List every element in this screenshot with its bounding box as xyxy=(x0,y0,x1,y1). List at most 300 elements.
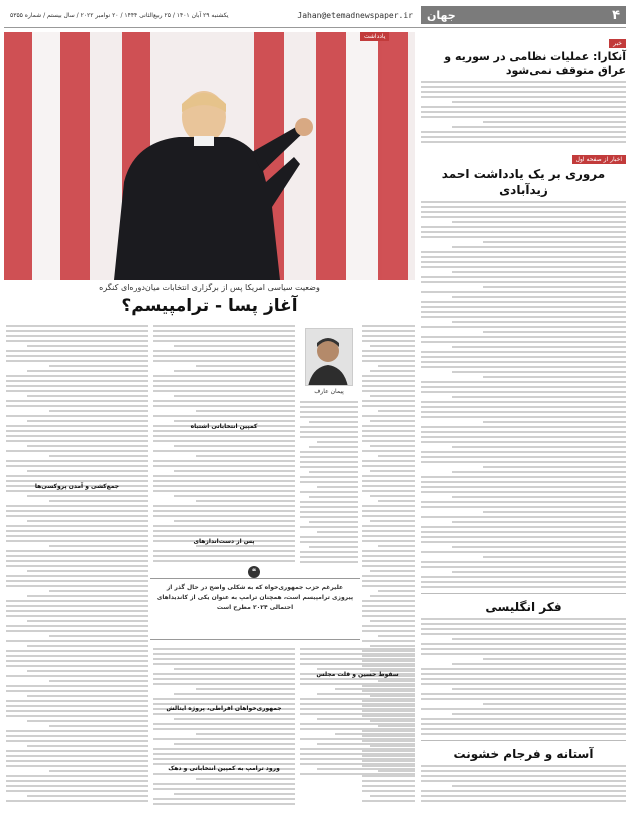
text-line xyxy=(6,640,148,642)
text-line xyxy=(196,410,295,412)
text-line xyxy=(317,531,358,533)
text-line xyxy=(6,605,148,607)
article3-body xyxy=(421,618,626,735)
text-line xyxy=(153,555,295,557)
text-line xyxy=(362,515,415,517)
text-line xyxy=(421,431,626,433)
text-line xyxy=(421,416,626,418)
section-email[interactable]: Jahan@etemadnewspaper.ir xyxy=(297,10,413,20)
text-line xyxy=(6,555,148,557)
text-line xyxy=(300,426,358,428)
text-line xyxy=(153,758,295,760)
text-line xyxy=(452,246,626,248)
text-line xyxy=(421,653,626,655)
text-line xyxy=(378,410,415,412)
text-line xyxy=(421,116,626,118)
text-line xyxy=(362,350,415,352)
text-line xyxy=(362,325,415,327)
text-line xyxy=(421,531,626,533)
text-line xyxy=(421,406,626,408)
text-line xyxy=(362,765,415,767)
text-line xyxy=(153,450,295,452)
text-line xyxy=(362,700,415,702)
text-line xyxy=(6,400,148,402)
text-line xyxy=(421,366,626,368)
text-line xyxy=(196,500,295,502)
text-line xyxy=(452,638,626,640)
text-line xyxy=(6,355,148,357)
text-line xyxy=(300,476,358,478)
text-line xyxy=(483,703,627,705)
text-line xyxy=(362,380,415,382)
text-line xyxy=(452,571,626,573)
text-line xyxy=(483,556,627,558)
text-line xyxy=(421,111,626,113)
text-line xyxy=(362,615,415,617)
text-line xyxy=(421,311,626,313)
author-portrait-icon xyxy=(305,329,352,386)
text-line xyxy=(6,775,148,777)
text-line xyxy=(309,546,358,548)
text-line xyxy=(370,595,415,597)
text-line xyxy=(421,576,626,578)
text-line xyxy=(153,530,295,532)
text-line xyxy=(483,241,627,243)
text-line xyxy=(483,421,627,423)
text-line xyxy=(300,401,358,403)
subhead-2: پس از دست‌اندازهای xyxy=(193,538,255,545)
text-line xyxy=(153,435,295,437)
text-line xyxy=(421,526,626,528)
text-line xyxy=(6,630,148,632)
article1-title: آنکارا: عملیات نظامی در سوریه و عراق متوقف نمی‌شود xyxy=(444,50,626,77)
text-line xyxy=(153,560,295,562)
text-line xyxy=(370,495,415,497)
text-line xyxy=(452,663,626,665)
text-line xyxy=(452,471,626,473)
text-line xyxy=(153,510,295,512)
text-line xyxy=(6,625,148,627)
text-line xyxy=(6,535,148,537)
text-line xyxy=(421,790,626,792)
text-line xyxy=(362,735,415,737)
text-line xyxy=(49,365,148,367)
text-line xyxy=(196,778,295,780)
text-line xyxy=(309,471,358,473)
subhead-4: ورود ترامپ به کمپین انتخاباتی و دهک xyxy=(168,765,280,772)
text-line xyxy=(421,536,626,538)
text-line xyxy=(421,566,626,568)
text-line xyxy=(362,435,415,437)
lead-body-col3 xyxy=(6,322,148,810)
text-line xyxy=(27,570,148,572)
text-line xyxy=(153,698,295,700)
text-line xyxy=(362,605,415,607)
text-line xyxy=(362,785,415,787)
text-line xyxy=(378,770,415,772)
text-line xyxy=(421,708,626,710)
text-line xyxy=(421,683,626,685)
text-line xyxy=(153,460,295,462)
text-line xyxy=(153,335,295,337)
text-line xyxy=(362,440,415,442)
text-line xyxy=(153,440,295,442)
text-line xyxy=(6,660,148,662)
text-line xyxy=(6,575,148,577)
text-line xyxy=(362,560,415,562)
text-line xyxy=(421,436,626,438)
text-line xyxy=(483,511,627,513)
text-line xyxy=(378,545,415,547)
text-line xyxy=(421,316,626,318)
text-line xyxy=(362,685,415,687)
text-line xyxy=(370,645,415,647)
text-line xyxy=(483,331,627,333)
text-line xyxy=(421,541,626,543)
text-line xyxy=(421,356,626,358)
text-line xyxy=(362,480,415,482)
text-line xyxy=(153,430,295,432)
text-line xyxy=(6,490,148,492)
text-line xyxy=(362,385,415,387)
text-line xyxy=(6,550,148,552)
text-line xyxy=(362,535,415,537)
text-line xyxy=(421,451,626,453)
text-line xyxy=(370,345,415,347)
text-line xyxy=(6,755,148,757)
text-line xyxy=(452,496,626,498)
text-line xyxy=(421,800,626,802)
text-line xyxy=(6,450,148,452)
text-line xyxy=(421,673,626,675)
text-line xyxy=(300,551,358,553)
subhead-5: سقوط حسین و قلت مجلس xyxy=(316,671,399,678)
text-line xyxy=(6,530,148,532)
text-line xyxy=(300,536,358,538)
text-line xyxy=(421,481,626,483)
text-line xyxy=(362,525,415,527)
text-line xyxy=(421,765,626,767)
text-line xyxy=(6,335,148,337)
text-line xyxy=(153,773,295,775)
text-line xyxy=(153,490,295,492)
text-line xyxy=(49,680,148,682)
text-line xyxy=(362,405,415,407)
text-line xyxy=(421,633,626,635)
text-line xyxy=(421,506,626,508)
text-line xyxy=(421,501,626,503)
text-line xyxy=(421,131,626,133)
text-line xyxy=(174,693,295,695)
text-line xyxy=(27,795,148,797)
lead-body-col2a xyxy=(153,322,295,572)
text-line xyxy=(452,688,626,690)
text-line xyxy=(378,635,415,637)
text-line xyxy=(370,695,415,697)
text-line xyxy=(421,581,626,583)
text-line xyxy=(196,365,295,367)
text-line xyxy=(6,380,148,382)
text-line xyxy=(421,391,626,393)
article2-title: مروری بر یک یادداشت احمد زیدآبادی xyxy=(441,167,606,197)
text-line xyxy=(362,730,415,732)
text-line xyxy=(6,360,148,362)
text-line xyxy=(153,535,295,537)
text-line xyxy=(421,201,626,203)
text-line xyxy=(362,550,415,552)
text-line xyxy=(153,475,295,477)
text-line xyxy=(27,395,148,397)
text-line xyxy=(153,375,295,377)
article3-title: فکر انگلیسی xyxy=(485,600,562,614)
text-line xyxy=(153,783,295,785)
text-line xyxy=(452,296,626,298)
text-line xyxy=(362,505,415,507)
text-line xyxy=(362,450,415,452)
text-line xyxy=(27,470,148,472)
text-line xyxy=(362,775,415,777)
text-line xyxy=(452,271,626,273)
text-line xyxy=(6,405,148,407)
text-line xyxy=(421,206,626,208)
text-line xyxy=(362,610,415,612)
text-line xyxy=(153,360,295,362)
subhead-6: جمع‌کشی و آمدن پروکسی‌ها xyxy=(34,483,120,490)
text-line xyxy=(378,590,415,592)
text-line xyxy=(174,668,295,670)
text-line xyxy=(421,486,626,488)
text-line xyxy=(6,600,148,602)
text-line xyxy=(370,395,415,397)
text-line xyxy=(196,733,295,735)
right-column xyxy=(421,30,626,820)
text-line xyxy=(153,648,295,650)
text-line xyxy=(6,390,148,392)
text-line xyxy=(6,505,148,507)
article1-body xyxy=(421,81,626,143)
text-line xyxy=(49,590,148,592)
text-line xyxy=(452,371,626,373)
text-line xyxy=(6,585,148,587)
text-line xyxy=(421,476,626,478)
text-line xyxy=(6,780,148,782)
text-line xyxy=(362,490,415,492)
text-line xyxy=(153,330,295,332)
text-line xyxy=(6,665,148,667)
text-line xyxy=(153,713,295,715)
divider xyxy=(421,593,626,594)
text-line xyxy=(27,420,148,422)
text-line xyxy=(300,506,358,508)
text-line xyxy=(6,735,148,737)
text-line xyxy=(6,700,148,702)
text-line xyxy=(421,456,626,458)
text-line xyxy=(6,615,148,617)
text-line xyxy=(153,748,295,750)
text-line xyxy=(370,445,415,447)
text-line xyxy=(421,326,626,328)
text-line xyxy=(300,556,358,558)
lead-headline xyxy=(4,283,415,316)
text-line xyxy=(153,673,295,675)
article4-title: آستانه و فرجام خشونت xyxy=(453,747,594,761)
pull-quote-text: علیرغم حزب جمهوری‌خواه که به شکلی واضح در حال گذر از پیروزی ترامپیسم است، همچنان ترامپ به عنوان یکی از کاندیداهای احتمالی ۲۰۲۴ مطرح است xyxy=(156,584,354,611)
lead-photo xyxy=(4,32,415,280)
quote-icon: ❝ xyxy=(248,566,260,578)
text-line xyxy=(362,640,415,642)
text-line xyxy=(362,790,415,792)
text-line xyxy=(49,635,148,637)
text-line xyxy=(49,500,148,502)
text-line xyxy=(153,485,295,487)
pull-quote xyxy=(150,578,360,640)
text-line xyxy=(27,495,148,497)
text-line xyxy=(317,486,358,488)
text-line xyxy=(300,491,358,493)
text-line xyxy=(153,480,295,482)
text-line xyxy=(6,730,148,732)
text-line xyxy=(6,790,148,792)
text-line xyxy=(6,385,148,387)
text-line xyxy=(421,281,626,283)
text-line xyxy=(6,800,148,802)
text-line xyxy=(421,336,626,338)
lead-body-col0 xyxy=(362,322,415,810)
text-line xyxy=(362,400,415,402)
text-line xyxy=(6,510,148,512)
text-line xyxy=(153,678,295,680)
text-line xyxy=(362,340,415,342)
text-line xyxy=(370,420,415,422)
text-line xyxy=(6,715,148,717)
text-line xyxy=(6,655,148,657)
text-line xyxy=(421,586,626,588)
text-line xyxy=(362,800,415,802)
text-line xyxy=(6,325,148,327)
text-line xyxy=(421,306,626,308)
text-line xyxy=(153,723,295,725)
text-line xyxy=(27,645,148,647)
text-line xyxy=(300,431,358,433)
text-line xyxy=(300,411,358,413)
text-line xyxy=(421,461,626,463)
text-line xyxy=(362,665,415,667)
text-line xyxy=(421,770,626,772)
text-line xyxy=(362,390,415,392)
text-line xyxy=(174,718,295,720)
text-line xyxy=(421,381,626,383)
text-line xyxy=(421,96,626,98)
text-line xyxy=(421,678,626,680)
text-line xyxy=(421,386,626,388)
text-line xyxy=(370,795,415,797)
text-line xyxy=(362,715,415,717)
text-line xyxy=(421,86,626,88)
text-line xyxy=(421,718,626,720)
text-line xyxy=(370,470,415,472)
text-line xyxy=(6,330,148,332)
text-line xyxy=(362,750,415,752)
text-line xyxy=(421,628,626,630)
section-bar xyxy=(421,6,626,24)
text-line xyxy=(452,126,626,128)
text-line xyxy=(153,515,295,517)
text-line xyxy=(483,658,627,660)
text-line xyxy=(421,401,626,403)
text-line xyxy=(421,81,626,83)
text-line xyxy=(362,650,415,652)
text-line xyxy=(362,430,415,432)
text-line xyxy=(6,750,148,752)
text-line xyxy=(362,510,415,512)
text-line xyxy=(421,491,626,493)
text-line xyxy=(421,141,626,143)
text-line xyxy=(362,330,415,332)
text-line xyxy=(300,406,358,408)
text-line xyxy=(153,738,295,740)
kicker-front: اخبار از صفحه اول xyxy=(572,155,626,164)
text-line xyxy=(27,745,148,747)
text-line xyxy=(300,456,358,458)
text-line xyxy=(362,660,415,662)
text-line xyxy=(362,705,415,707)
text-line xyxy=(452,221,626,223)
subhead-3: جمهوری‌خواهان افراطی، پروژه ایتالش xyxy=(166,705,282,712)
text-line xyxy=(153,465,295,467)
text-line xyxy=(421,136,626,138)
text-line xyxy=(452,101,626,103)
text-line xyxy=(378,365,415,367)
divider xyxy=(421,740,626,741)
text-line xyxy=(378,725,415,727)
text-line xyxy=(300,501,358,503)
text-line xyxy=(362,740,415,742)
text-line xyxy=(6,375,148,377)
text-line xyxy=(49,725,148,727)
text-line xyxy=(362,760,415,762)
text-line xyxy=(421,361,626,363)
text-line xyxy=(300,481,358,483)
text-line xyxy=(309,496,358,498)
text-line xyxy=(27,620,148,622)
text-line xyxy=(153,415,295,417)
text-line xyxy=(421,698,626,700)
text-line xyxy=(378,500,415,502)
text-line xyxy=(421,795,626,797)
text-line xyxy=(421,723,626,725)
text-line xyxy=(174,793,295,795)
author-photo xyxy=(305,328,353,386)
text-line xyxy=(421,561,626,563)
text-line xyxy=(153,803,295,805)
text-line xyxy=(421,226,626,228)
text-line xyxy=(370,520,415,522)
text-line xyxy=(452,521,626,523)
text-line xyxy=(362,465,415,467)
text-line xyxy=(300,511,358,513)
text-line xyxy=(421,668,626,670)
text-line xyxy=(362,415,415,417)
page-header xyxy=(4,6,626,24)
date-line: یکشنبه ۲۹ آبان ۱۴۰۱ / ۲۵ ربیع‌الثانی ۱۴۴۴ / ۲۰ نوامبر ۲۰۲۲ / سال بیستم / شماره ۵۳۵۵ xyxy=(10,11,229,19)
text-line xyxy=(27,520,148,522)
text-line xyxy=(300,451,358,453)
text-line xyxy=(6,580,148,582)
text-line xyxy=(309,421,358,423)
text-line xyxy=(370,745,415,747)
text-line xyxy=(27,695,148,697)
lead-kicker: یادداشت xyxy=(360,32,389,41)
